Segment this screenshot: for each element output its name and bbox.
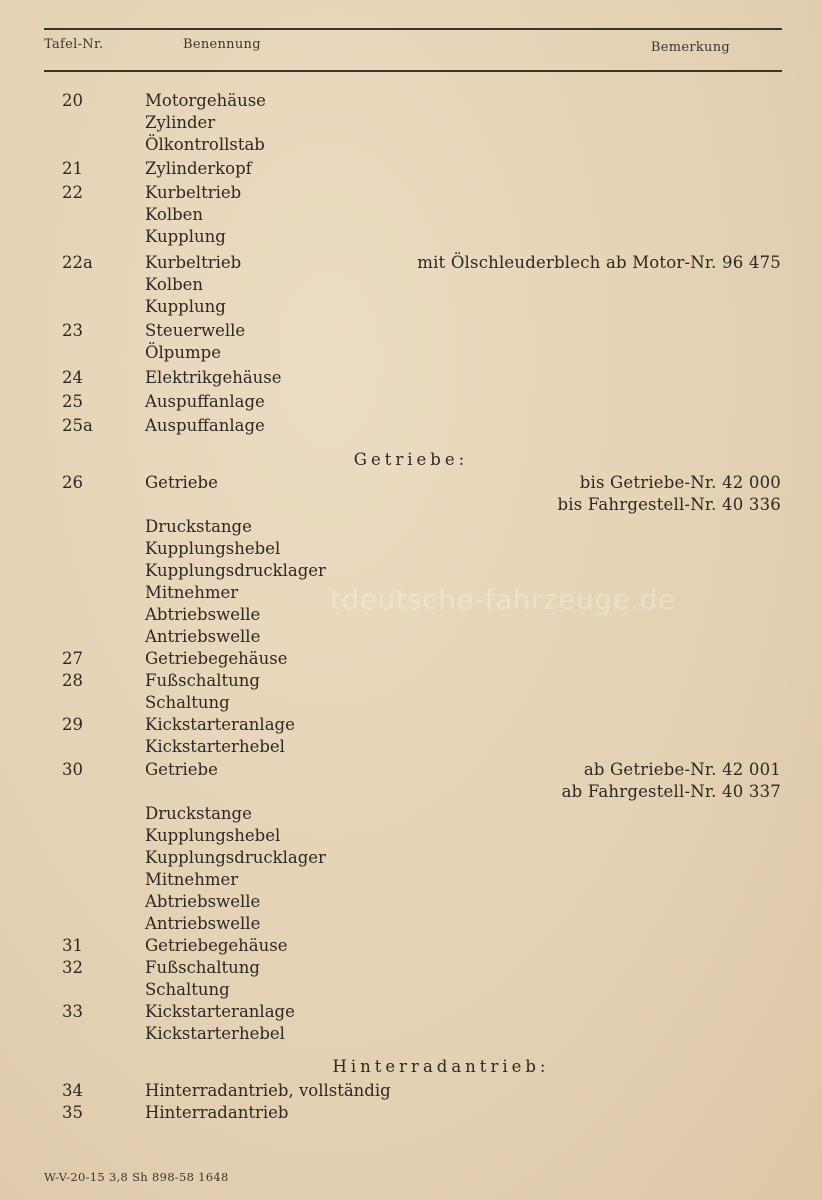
table-row bbox=[0, 111, 822, 134]
row-benennung: Kupplung bbox=[145, 297, 226, 316]
table-row bbox=[0, 912, 822, 935]
table-row bbox=[0, 669, 822, 692]
row-benennung: Kickstarteranlage bbox=[145, 1002, 295, 1021]
table-row bbox=[0, 537, 822, 560]
table-row bbox=[0, 471, 822, 494]
watermark: tdeutsche-fahrzeuge.de bbox=[330, 583, 676, 616]
row-benennung: Abtriebswelle bbox=[145, 605, 261, 624]
table-row bbox=[0, 713, 822, 736]
section-heading-hinterradantrieb: Hinterradantrieb: bbox=[332, 1057, 550, 1076]
row-benennung: Antriebswelle bbox=[145, 627, 261, 646]
row-tafel-nr: 25a bbox=[62, 416, 93, 435]
row-benennung: Motorgehäuse bbox=[145, 91, 266, 110]
row-benennung: Kurbeltrieb bbox=[145, 253, 242, 272]
table-row bbox=[0, 157, 822, 180]
table-row bbox=[0, 515, 822, 538]
table-row bbox=[0, 390, 822, 413]
table-row bbox=[0, 1079, 822, 1102]
table-row bbox=[0, 181, 822, 204]
column-header-benennung: Benennung bbox=[183, 37, 261, 52]
row-tafel-nr: 20 bbox=[62, 91, 83, 110]
row-tafel-nr: 23 bbox=[62, 321, 83, 340]
row-benennung: Kupplung bbox=[145, 227, 226, 246]
row-benennung: Antriebswelle bbox=[145, 914, 261, 933]
row-tafel-nr: 34 bbox=[62, 1081, 83, 1100]
table-row bbox=[0, 956, 822, 979]
row-benennung: Druckstange bbox=[145, 804, 252, 823]
row-tafel-nr: 35 bbox=[62, 1103, 83, 1122]
row-tafel-nr: 30 bbox=[62, 760, 83, 779]
row-benennung: Getriebegehäuse bbox=[145, 649, 288, 668]
row-benennung: Kupplungshebel bbox=[145, 826, 281, 845]
row-benennung: Kickstarteranlage bbox=[145, 715, 295, 734]
row-bemerkung: bis Fahrgestell-Nr. 40 336 bbox=[557, 495, 781, 514]
row-benennung: Kupplungshebel bbox=[145, 539, 281, 558]
table-row bbox=[0, 493, 822, 516]
table-row bbox=[0, 647, 822, 670]
row-benennung: Fußschaltung bbox=[145, 958, 260, 977]
table-row bbox=[0, 251, 822, 274]
table-row bbox=[0, 846, 822, 869]
row-benennung: Ölkontrollstab bbox=[145, 135, 265, 154]
row-benennung: Ölpumpe bbox=[145, 343, 221, 362]
table-row bbox=[0, 319, 822, 342]
row-benennung: Kurbeltrieb bbox=[145, 183, 242, 202]
table-row bbox=[0, 735, 822, 758]
table-row bbox=[0, 273, 822, 296]
table-row bbox=[0, 780, 822, 803]
table-row bbox=[0, 691, 822, 714]
row-benennung: Steuerwelle bbox=[145, 321, 246, 340]
row-benennung: Getriebegehäuse bbox=[145, 936, 288, 955]
row-tafel-nr: 27 bbox=[62, 649, 83, 668]
table-row bbox=[0, 1000, 822, 1023]
table-row bbox=[0, 934, 822, 957]
table-row bbox=[0, 802, 822, 825]
row-tafel-nr: 26 bbox=[62, 473, 83, 492]
table-row bbox=[0, 824, 822, 847]
table-row bbox=[0, 414, 822, 437]
section-heading-getriebe: Getriebe: bbox=[353, 450, 469, 469]
row-benennung: Getriebe bbox=[145, 760, 218, 779]
table-row bbox=[0, 133, 822, 156]
footer-print-code: W-V-20-15 3,8 Sh 898-58 1648 bbox=[44, 1170, 229, 1184]
table-row bbox=[0, 890, 822, 913]
row-tafel-nr: 32 bbox=[62, 958, 83, 977]
row-tafel-nr: 22a bbox=[62, 253, 93, 272]
row-benennung: Kolben bbox=[145, 205, 204, 224]
row-tafel-nr: 22 bbox=[62, 183, 83, 202]
row-benennung: Schaltung bbox=[145, 980, 230, 999]
row-bemerkung: ab Getriebe-Nr. 42 001 bbox=[583, 760, 781, 779]
row-benennung: Getriebe bbox=[145, 473, 218, 492]
row-benennung: Zylinder bbox=[145, 113, 216, 132]
row-benennung: Kickstarterhebel bbox=[145, 737, 285, 756]
table-row bbox=[0, 203, 822, 226]
row-benennung: Kolben bbox=[145, 275, 204, 294]
row-benennung: Fußschaltung bbox=[145, 671, 260, 690]
table-row bbox=[0, 225, 822, 248]
table-row bbox=[0, 341, 822, 364]
row-benennung: Kickstarterhebel bbox=[145, 1024, 285, 1043]
row-tafel-nr: 29 bbox=[62, 715, 83, 734]
row-benennung: Elektrikgehäuse bbox=[145, 368, 282, 387]
column-header-tafel-nr: Tafel-Nr. bbox=[44, 37, 104, 52]
row-benennung: Auspuffanlage bbox=[145, 392, 265, 411]
row-bemerkung: bis Getriebe-Nr. 42 000 bbox=[579, 473, 781, 492]
table-row bbox=[0, 625, 822, 648]
row-tafel-nr: 25 bbox=[62, 392, 83, 411]
table-row bbox=[0, 978, 822, 1001]
table-row bbox=[0, 1022, 822, 1045]
row-benennung: Kupplungsdrucklager bbox=[145, 561, 326, 580]
row-bemerkung: ab Fahrgestell-Nr. 40 337 bbox=[561, 782, 781, 801]
row-benennung: Zylinderkopf bbox=[145, 159, 252, 178]
row-tafel-nr: 31 bbox=[62, 936, 83, 955]
row-benennung: Hinterradantrieb bbox=[145, 1103, 289, 1122]
header-bottom-rule bbox=[44, 70, 782, 72]
row-benennung: Hinterradantrieb, vollständig bbox=[145, 1081, 391, 1100]
row-benennung: Mitnehmer bbox=[145, 583, 239, 602]
table-row bbox=[0, 366, 822, 389]
row-benennung: Mitnehmer bbox=[145, 870, 239, 889]
table-row bbox=[0, 89, 822, 112]
row-benennung: Schaltung bbox=[145, 693, 230, 712]
table-row bbox=[0, 559, 822, 582]
row-tafel-nr: 21 bbox=[62, 159, 83, 178]
column-header-bemerkung: Bemerkung bbox=[650, 40, 730, 55]
row-tafel-nr: 33 bbox=[62, 1002, 83, 1021]
table-row bbox=[0, 868, 822, 891]
row-tafel-nr: 28 bbox=[62, 671, 83, 690]
row-tafel-nr: 24 bbox=[62, 368, 83, 387]
row-bemerkung: mit Ölschleuderblech ab Motor-Nr. 96 475 bbox=[417, 253, 781, 272]
table-row bbox=[0, 1101, 822, 1124]
row-benennung: Auspuffanlage bbox=[145, 416, 265, 435]
row-benennung: Druckstange bbox=[145, 517, 252, 536]
header-top-rule bbox=[44, 28, 782, 30]
table-row bbox=[0, 295, 822, 318]
row-benennung: Kupplungsdrucklager bbox=[145, 848, 326, 867]
row-benennung: Abtriebswelle bbox=[145, 892, 261, 911]
table-row bbox=[0, 758, 822, 781]
